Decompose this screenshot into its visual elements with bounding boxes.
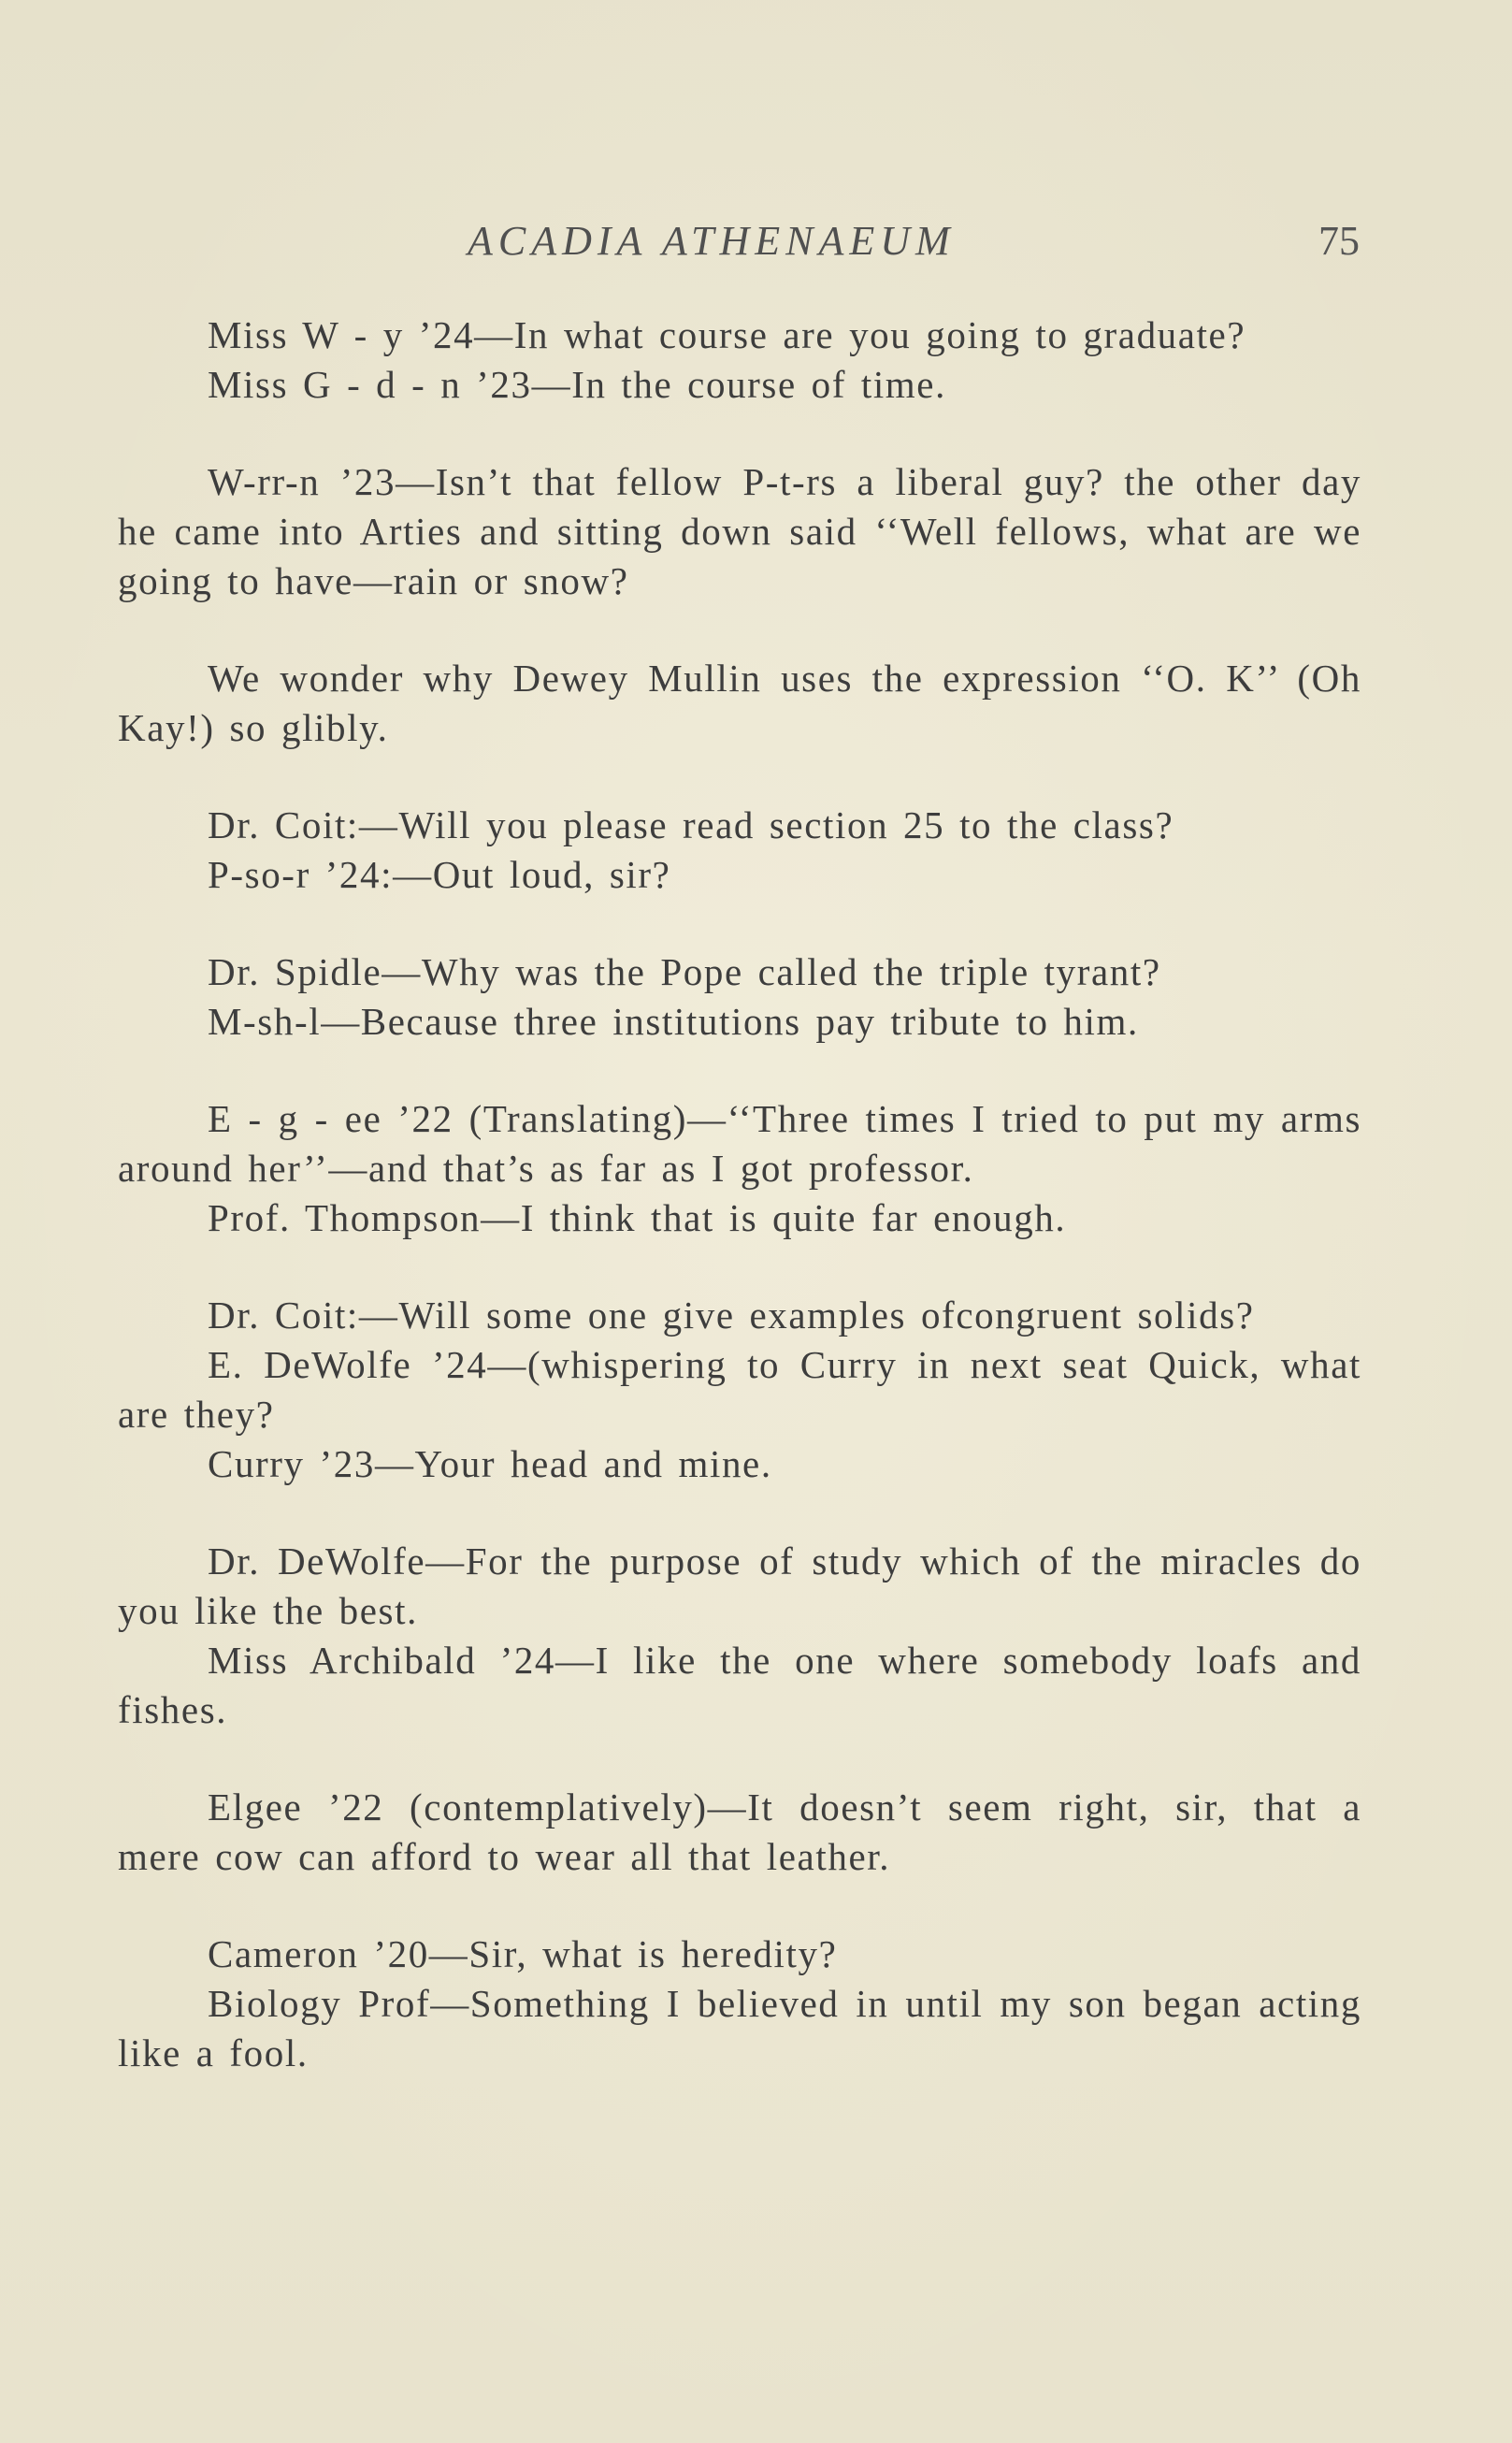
dialogue-line: Dr. Coit:—Will you please read section 25 to the class? [208,803,1174,846]
joke-block [118,1537,1361,1735]
joke-block [118,654,1361,753]
joke-block [118,1094,1361,1243]
joke-block [118,1783,1361,1882]
joke-block [118,947,1361,1047]
dialogue-line: P-so-r ’24:—Out loud, sir? [208,853,671,896]
dialogue-line: W-rr-n ’23—Isn’t that fellow P-t-rs a liberal guy? the other day he came into Arties and sitting down said ‘‘Well fellows, what are we going to have—rain or snow? [118,460,1361,602]
page-number: 75 [1318,218,1360,264]
joke-block [118,311,1361,410]
dialogue-line: Miss Archibald ’24—I like the one where somebody loafs and fishes. [118,1639,1361,1731]
joke-block [118,457,1361,606]
dialogue-line: Biology Prof—Something I believed in until my son began acting like a fool. [118,1982,1361,2074]
dialogue-line: Curry ’23—Your head and mine. [208,1442,772,1485]
joke-block [118,1930,1361,2078]
joke-block [118,1291,1361,1489]
dialogue-line: Prof. Thompson—I think that is quite far enough. [208,1196,1067,1239]
dialogue-line: E. DeWolfe ’24—(whispering to Curry in next seat Quick, what are they? [118,1343,1361,1436]
dialogue-line: Dr. DeWolfe—For the purpose of study which of the miracles do you like the best. [118,1540,1361,1632]
page-content [118,311,1361,2126]
dialogue-line: M-sh-l—Because three institutions pay tribute to him. [208,1000,1139,1043]
dialogue-line: Miss G - d - n ’23—In the course of time. [208,363,946,406]
dialogue-line: Cameron ’20—Sir, what is heredity? [208,1932,838,1975]
dialogue-line: E - g - ee ’22 (Translating)—‘‘Three times I tried to put my arms around her’’—and that’s as far as I got professor. [118,1097,1361,1190]
page-header [0,217,1512,273]
dialogue-line: We wonder why Dewey Mullin uses the expression ‘‘O. K’’ (Oh Kay!) so glibly. [118,657,1361,749]
dialogue-line: Elgee ’22 (contemplatively)—It doesn’t seem right, sir, that a mere cow can afford to wear all that leather. [118,1785,1361,1878]
dialogue-line: Dr. Coit:—Will some one give examples ofcongruent solids? [208,1294,1255,1337]
dialogue-line: Miss W - y ’24—In what course are you going to graduate? [208,313,1246,356]
joke-block [118,801,1361,900]
running-title: ACADIA ATHENAEUM [468,218,956,264]
dialogue-line: Dr. Spidle—Why was the Pope called the triple tyrant? [208,950,1161,993]
